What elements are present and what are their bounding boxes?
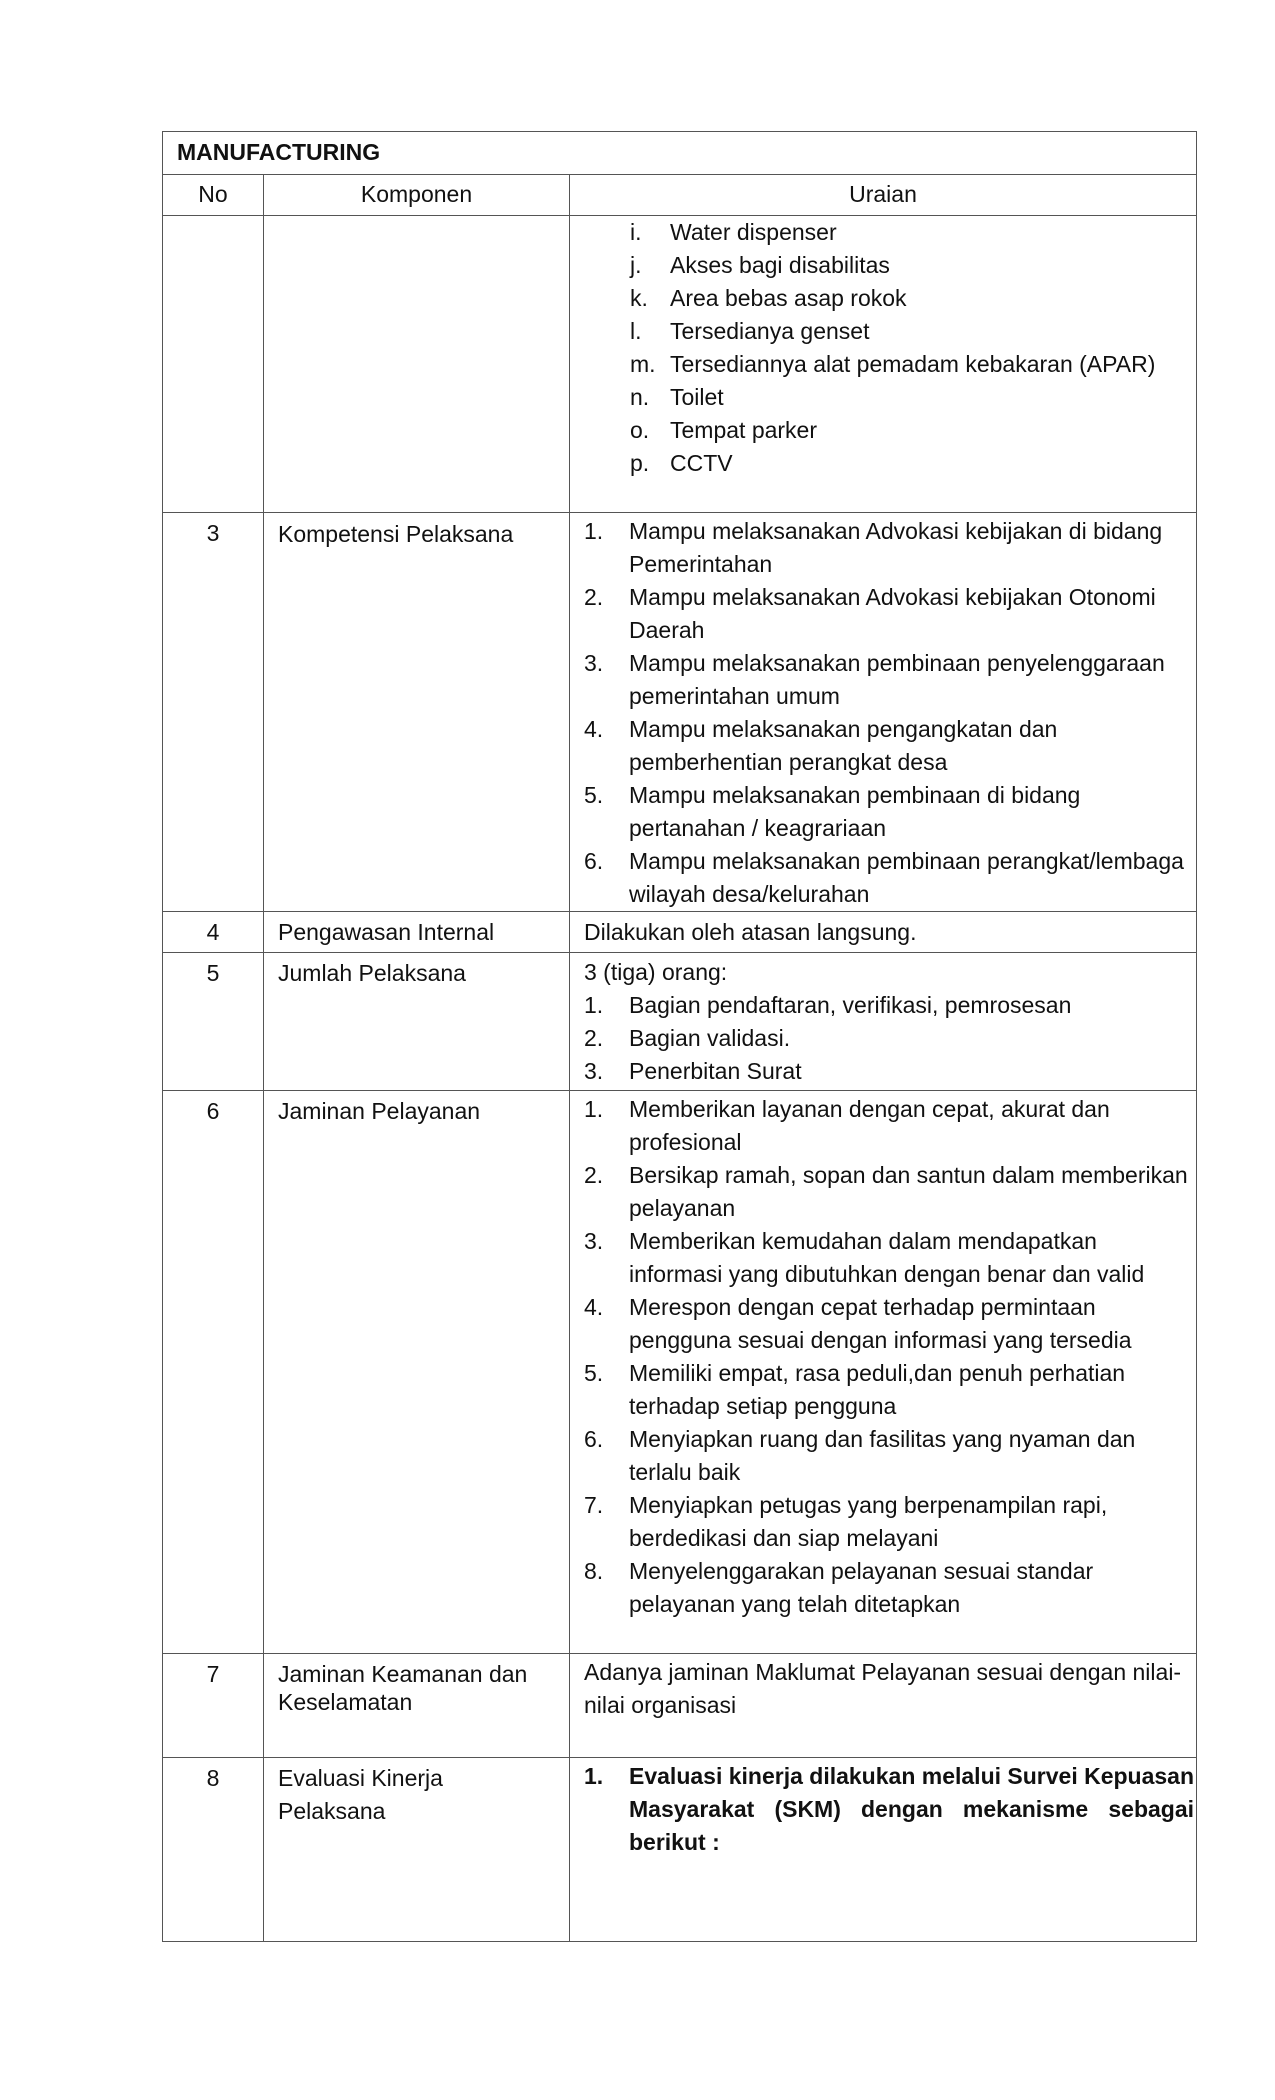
list-text: Mampu melaksanakan pembinaan perangkat/lembaga wilayah desa/kelurahan <box>629 848 1184 907</box>
list-text: Water dispenser <box>670 219 837 245</box>
list-item <box>584 1055 1196 1088</box>
komponen-label: Evaluasi Kinerja Pelaksana <box>278 1765 443 1824</box>
list-marker: 1. <box>584 1096 604 1122</box>
row-number: 8 <box>206 1765 220 1791</box>
cell-uraian <box>570 953 1197 1091</box>
list-marker: i. <box>630 219 642 245</box>
list-item <box>630 315 1196 348</box>
uraian-text: Dilakukan oleh atasan langsung. <box>584 919 917 945</box>
list-marker: k. <box>630 285 648 311</box>
list-text: Mampu melaksanakan pembinaan penyelenggaraan pemerintahan umum <box>629 650 1165 709</box>
list-text: Akses bagi disabilitas <box>670 252 890 278</box>
komponen-label: Jaminan Pelayanan <box>278 1098 481 1124</box>
list-text: Menyiapkan ruang dan fasilitas yang nyaman dan terlalu baik <box>629 1426 1136 1485</box>
list-item <box>584 845 1196 911</box>
list-marker: 5. <box>584 782 604 808</box>
competency-list <box>584 515 1196 911</box>
list-item <box>584 515 1196 581</box>
list-item <box>630 249 1196 282</box>
list-item <box>584 779 1196 845</box>
service-standard-table <box>162 131 1197 1942</box>
section-title-row <box>163 132 1197 175</box>
list-marker: 1. <box>584 518 604 544</box>
list-marker: 2. <box>584 1162 604 1188</box>
list-marker: 6. <box>584 848 604 874</box>
list-item <box>630 348 1196 381</box>
cell-no <box>163 953 264 1091</box>
header-komponen-label: Komponen <box>360 181 473 207</box>
list-text: Bagian pendaftaran, verifikasi, pemrosesan <box>629 992 1072 1018</box>
cell-uraian <box>570 1654 1197 1758</box>
list-text: Memiliki empat, rasa peduli,dan penuh perhatian terhadap setiap pengguna <box>629 1360 1126 1419</box>
list-marker: p. <box>630 450 650 476</box>
table-row-continued <box>163 216 1197 513</box>
list-text: Tersedianya genset <box>670 318 870 344</box>
list-text: Evaluasi kinerja dilakukan melalui Survei Kepuasan Masyarakat (SKM) dengan mekanisme sebagai berikut : <box>629 1763 1195 1855</box>
list-marker: o. <box>630 417 650 443</box>
list-text: CCTV <box>670 450 733 476</box>
evaluation-list <box>584 1760 1196 1859</box>
list-item <box>630 216 1196 249</box>
list-marker: 5. <box>584 1360 604 1386</box>
header-komponen <box>264 175 570 216</box>
cell-uraian <box>570 1091 1197 1654</box>
header-no-label: No <box>198 181 228 207</box>
uraian-text: Adanya jaminan Maklumat Pelayanan sesuai dengan nilai-nilai organisasi <box>584 1659 1182 1718</box>
list-text: Bagian validasi. <box>629 1025 791 1051</box>
list-marker: 7. <box>584 1492 604 1518</box>
cell-uraian <box>570 1758 1197 1942</box>
list-item <box>584 1760 1196 1859</box>
table-row-8 <box>163 1758 1197 1942</box>
komponen-label: Pengawasan Internal <box>278 919 495 945</box>
list-marker: j. <box>630 252 642 278</box>
list-marker: 6. <box>584 1426 604 1452</box>
list-text: Bersikap ramah, sopan dan santun dalam memberikan pelayanan <box>629 1162 1188 1221</box>
list-text: Mampu melaksanakan pengangkatan dan pemberhentian perangkat desa <box>629 716 1058 775</box>
table-row-7 <box>163 1654 1197 1758</box>
list-item <box>630 381 1196 414</box>
row-number: 6 <box>206 1098 220 1124</box>
facility-list <box>630 216 1196 480</box>
list-item <box>584 1489 1196 1555</box>
list-item <box>584 1225 1196 1291</box>
list-marker: 2. <box>584 1025 604 1051</box>
list-item <box>584 1022 1196 1055</box>
list-item <box>584 581 1196 647</box>
list-text: Tersediannya alat pemadam kebakaran (APAR) <box>670 351 1156 377</box>
list-marker: 3. <box>584 650 604 676</box>
cell-no <box>163 1654 264 1758</box>
cell-uraian <box>570 513 1197 912</box>
list-marker: 4. <box>584 1294 604 1320</box>
list-marker: 3. <box>584 1228 604 1254</box>
list-marker: 1. <box>584 992 604 1018</box>
table-row-4 <box>163 912 1197 953</box>
list-marker: n. <box>630 384 650 410</box>
list-item <box>630 282 1196 315</box>
cell-uraian <box>570 912 1197 953</box>
header-uraian-label: Uraian <box>849 181 917 207</box>
table-row-5 <box>163 953 1197 1091</box>
cell-uraian <box>570 216 1197 513</box>
header-no <box>163 175 264 216</box>
list-text: Penerbitan Surat <box>629 1058 802 1084</box>
cell-komponen <box>264 953 570 1091</box>
list-text: Memberikan kemudahan dalam mendapatkan informasi yang dibutuhkan dengan benar dan valid <box>629 1228 1145 1287</box>
list-item <box>584 713 1196 779</box>
list-item <box>584 1291 1196 1357</box>
staff-list <box>584 989 1196 1088</box>
list-marker: 3. <box>584 1058 604 1084</box>
cell-komponen <box>264 513 570 912</box>
header-row <box>163 175 1197 216</box>
list-item <box>584 1423 1196 1489</box>
list-item <box>584 989 1196 1022</box>
table-row-6 <box>163 1091 1197 1654</box>
table-row-3 <box>163 513 1197 912</box>
section-title: MANUFACTURING <box>163 132 1197 175</box>
list-item <box>584 1555 1196 1621</box>
list-text: Memberikan layanan dengan cepat, akurat dan profesional <box>629 1096 1110 1155</box>
uraian-intro: 3 (tiga) orang: <box>584 959 728 985</box>
list-item <box>584 1159 1196 1225</box>
list-marker: 1. <box>584 1763 604 1789</box>
list-marker: 8. <box>584 1558 604 1584</box>
cell-komponen <box>264 216 570 513</box>
list-item <box>584 1357 1196 1423</box>
komponen-label: Jumlah Pelaksana <box>278 960 466 986</box>
list-text: Merespon dengan cepat terhadap permintaan pengguna sesuai dengan informasi yang tersedia <box>629 1294 1132 1353</box>
row-number: 5 <box>206 960 220 986</box>
list-item <box>584 647 1196 713</box>
row-number: 4 <box>206 919 220 945</box>
cell-no <box>163 216 264 513</box>
list-text: Menyelenggarakan pelayanan sesuai standar pelayanan yang telah ditetapkan <box>629 1558 1094 1617</box>
cell-komponen <box>264 912 570 953</box>
list-marker: m. <box>630 351 656 377</box>
row-number: 7 <box>206 1661 220 1687</box>
list-text: Mampu melaksanakan Advokasi kebijakan di bidang Pemerintahan <box>629 518 1163 577</box>
list-text: Mampu melaksanakan pembinaan di bidang pertanahan / keagrariaan <box>629 782 1081 841</box>
list-marker: 4. <box>584 716 604 742</box>
row-number: 3 <box>206 520 220 546</box>
cell-komponen <box>264 1758 570 1942</box>
komponen-label: Kompetensi Pelaksana <box>278 521 514 547</box>
service-guarantee-list <box>584 1093 1196 1621</box>
header-uraian <box>570 175 1197 216</box>
list-item <box>630 414 1196 447</box>
cell-komponen <box>264 1654 570 1758</box>
list-text: Area bebas asap rokok <box>670 285 907 311</box>
cell-komponen <box>264 1091 570 1654</box>
cell-no <box>163 1758 264 1942</box>
list-text: Tempat parker <box>670 417 818 443</box>
cell-no <box>163 912 264 953</box>
list-item <box>584 1093 1196 1159</box>
list-marker: 2. <box>584 584 604 610</box>
list-marker: l. <box>630 318 642 344</box>
cell-no <box>163 513 264 912</box>
cell-no <box>163 1091 264 1654</box>
list-text: Menyiapkan petugas yang berpenampilan rapi, berdedikasi dan siap melayani <box>629 1492 1108 1551</box>
list-text: Mampu melaksanakan Advokasi kebijakan Otonomi Daerah <box>629 584 1156 643</box>
list-text: Toilet <box>670 384 724 410</box>
komponen-label: Jaminan Keamanan dan Keselamatan <box>278 1661 528 1715</box>
list-item <box>630 447 1196 480</box>
